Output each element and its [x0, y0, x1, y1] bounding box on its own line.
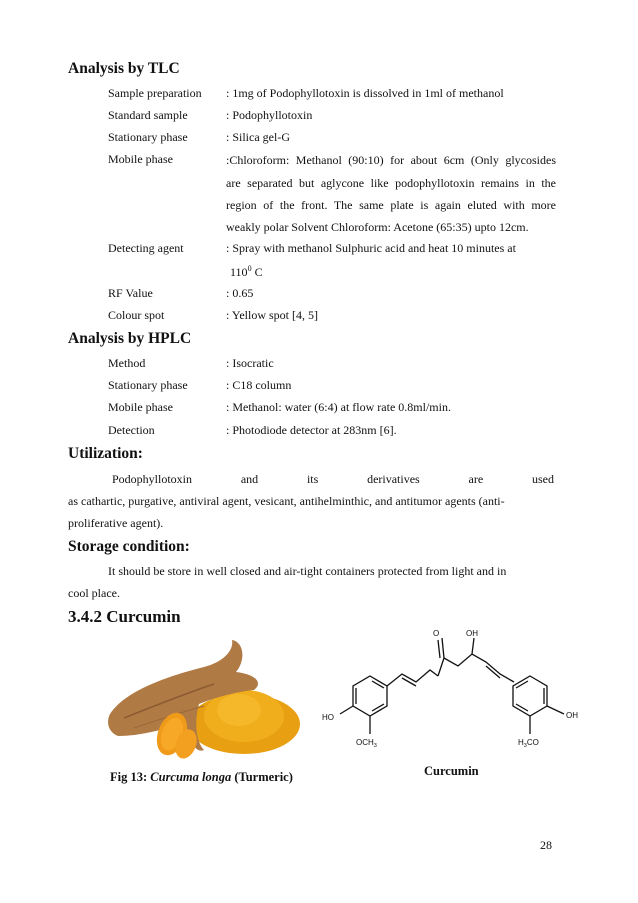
hplc-stationary-label: Stationary phase: [108, 378, 188, 392]
util-word: derivatives: [367, 472, 420, 486]
label-oh-top: OH: [466, 629, 478, 638]
temp-unit: C: [251, 265, 263, 279]
tlc-detecting-value: : Spray with methanol Sulphuric acid and heat 10 minutes at: [226, 241, 516, 255]
label-ho: HO: [322, 713, 334, 722]
tlc-detecting-label: Detecting agent: [108, 241, 184, 255]
hplc-stationary-value: : C18 column: [226, 378, 292, 392]
fig-caption-species: Curcuma longa: [150, 770, 232, 784]
tlc-sample-label: Sample preparation: [108, 86, 202, 100]
fig-caption-prefix: Fig 13:: [110, 770, 151, 784]
tlc-mobile-label: Mobile phase: [108, 152, 173, 166]
tlc-mobile-line-2: are separated but aglycone like podophyllotoxin remains in the: [226, 176, 556, 190]
hplc-method-label: Method: [108, 356, 146, 370]
utilization-heading: Utilization:: [68, 445, 143, 462]
tlc-standard-value: : Podophyllotoxin: [226, 108, 313, 122]
fig-caption-common: (Turmeric): [231, 770, 293, 784]
tlc-standard-label: Standard sample: [108, 108, 188, 122]
storage-line-1: It should be store in well closed and air-tight containers protected from light and in: [108, 564, 507, 578]
h3co-co: CO: [526, 738, 539, 747]
label-oh-right: OH: [566, 711, 578, 720]
util-word: are: [468, 472, 484, 486]
storage-line-2: cool place.: [68, 586, 120, 600]
h3co-sub: 3: [523, 743, 527, 749]
utilization-line-3: proliferative agent).: [68, 516, 164, 530]
util-word: used: [531, 472, 554, 486]
hplc-detection-label: Detection: [108, 423, 155, 437]
degree-sup: 0: [247, 264, 252, 273]
hplc-mobile-label: Mobile phase: [108, 400, 173, 414]
tlc-heading: Analysis by TLC: [68, 60, 180, 77]
hplc-mobile-value: : Methanol: water (6:4) at flow rate 0.8ml/min.: [226, 400, 451, 414]
tlc-stationary-value: : Silica gel-G: [226, 130, 290, 144]
label-o: O: [433, 629, 440, 638]
hplc-method-value: : Isocratic: [226, 356, 274, 370]
util-word: and: [240, 472, 259, 486]
curcumin-structure: [312, 624, 604, 758]
h3co-h: H: [518, 738, 524, 747]
och3-main: OCH: [356, 738, 374, 747]
utilization-line-2: as cathartic, purgative, antiviral agent, vesicant, antihelminthic, and antitumor agents (anti-: [68, 494, 505, 508]
tlc-colour-value: : Yellow spot [4, 5]: [226, 308, 319, 322]
util-word: Podophyllotoxin: [112, 472, 193, 486]
util-word: its: [306, 472, 319, 486]
page-number: 28: [540, 838, 552, 852]
tlc-rf-value: : 0.65: [226, 286, 254, 300]
hplc-heading: Analysis by HPLC: [68, 330, 192, 347]
tlc-detecting-temp: [230, 264, 263, 280]
hplc-detection-value: : Photodiode detector at 283nm [6].: [226, 423, 397, 437]
figure-caption: [110, 770, 293, 785]
tlc-sample-value: : 1mg of Podophyllotoxin is dissolved in 1ml of methanol: [226, 86, 504, 100]
tlc-stationary-label: Stationary phase: [108, 130, 188, 144]
tlc-mobile-line-3: region of the front. The same plate is again eluted with more: [226, 198, 556, 212]
turmeric-photo: [104, 632, 312, 762]
tlc-mobile-line-1: :Chloroform: Methanol (90:10) for about 6cm (Only glycosides: [226, 153, 556, 167]
temp-value: 110: [230, 265, 248, 279]
curcumin-heading: 3.4.2 Curcumin: [68, 607, 181, 626]
och3-sub: 3: [373, 743, 377, 749]
utilization-line-1: [112, 472, 554, 487]
tlc-colour-label: Colour spot: [108, 308, 165, 322]
tlc-mobile-line-4: weakly polar Solvent Chloroform: Acetone (65:35) upto 12cm.: [226, 220, 529, 234]
storage-heading: Storage condition:: [68, 538, 190, 555]
tlc-rf-label: RF Value: [108, 286, 153, 300]
label-och3: [356, 738, 377, 749]
structure-caption: Curcumin: [424, 764, 479, 778]
label-h3co: [518, 738, 539, 749]
